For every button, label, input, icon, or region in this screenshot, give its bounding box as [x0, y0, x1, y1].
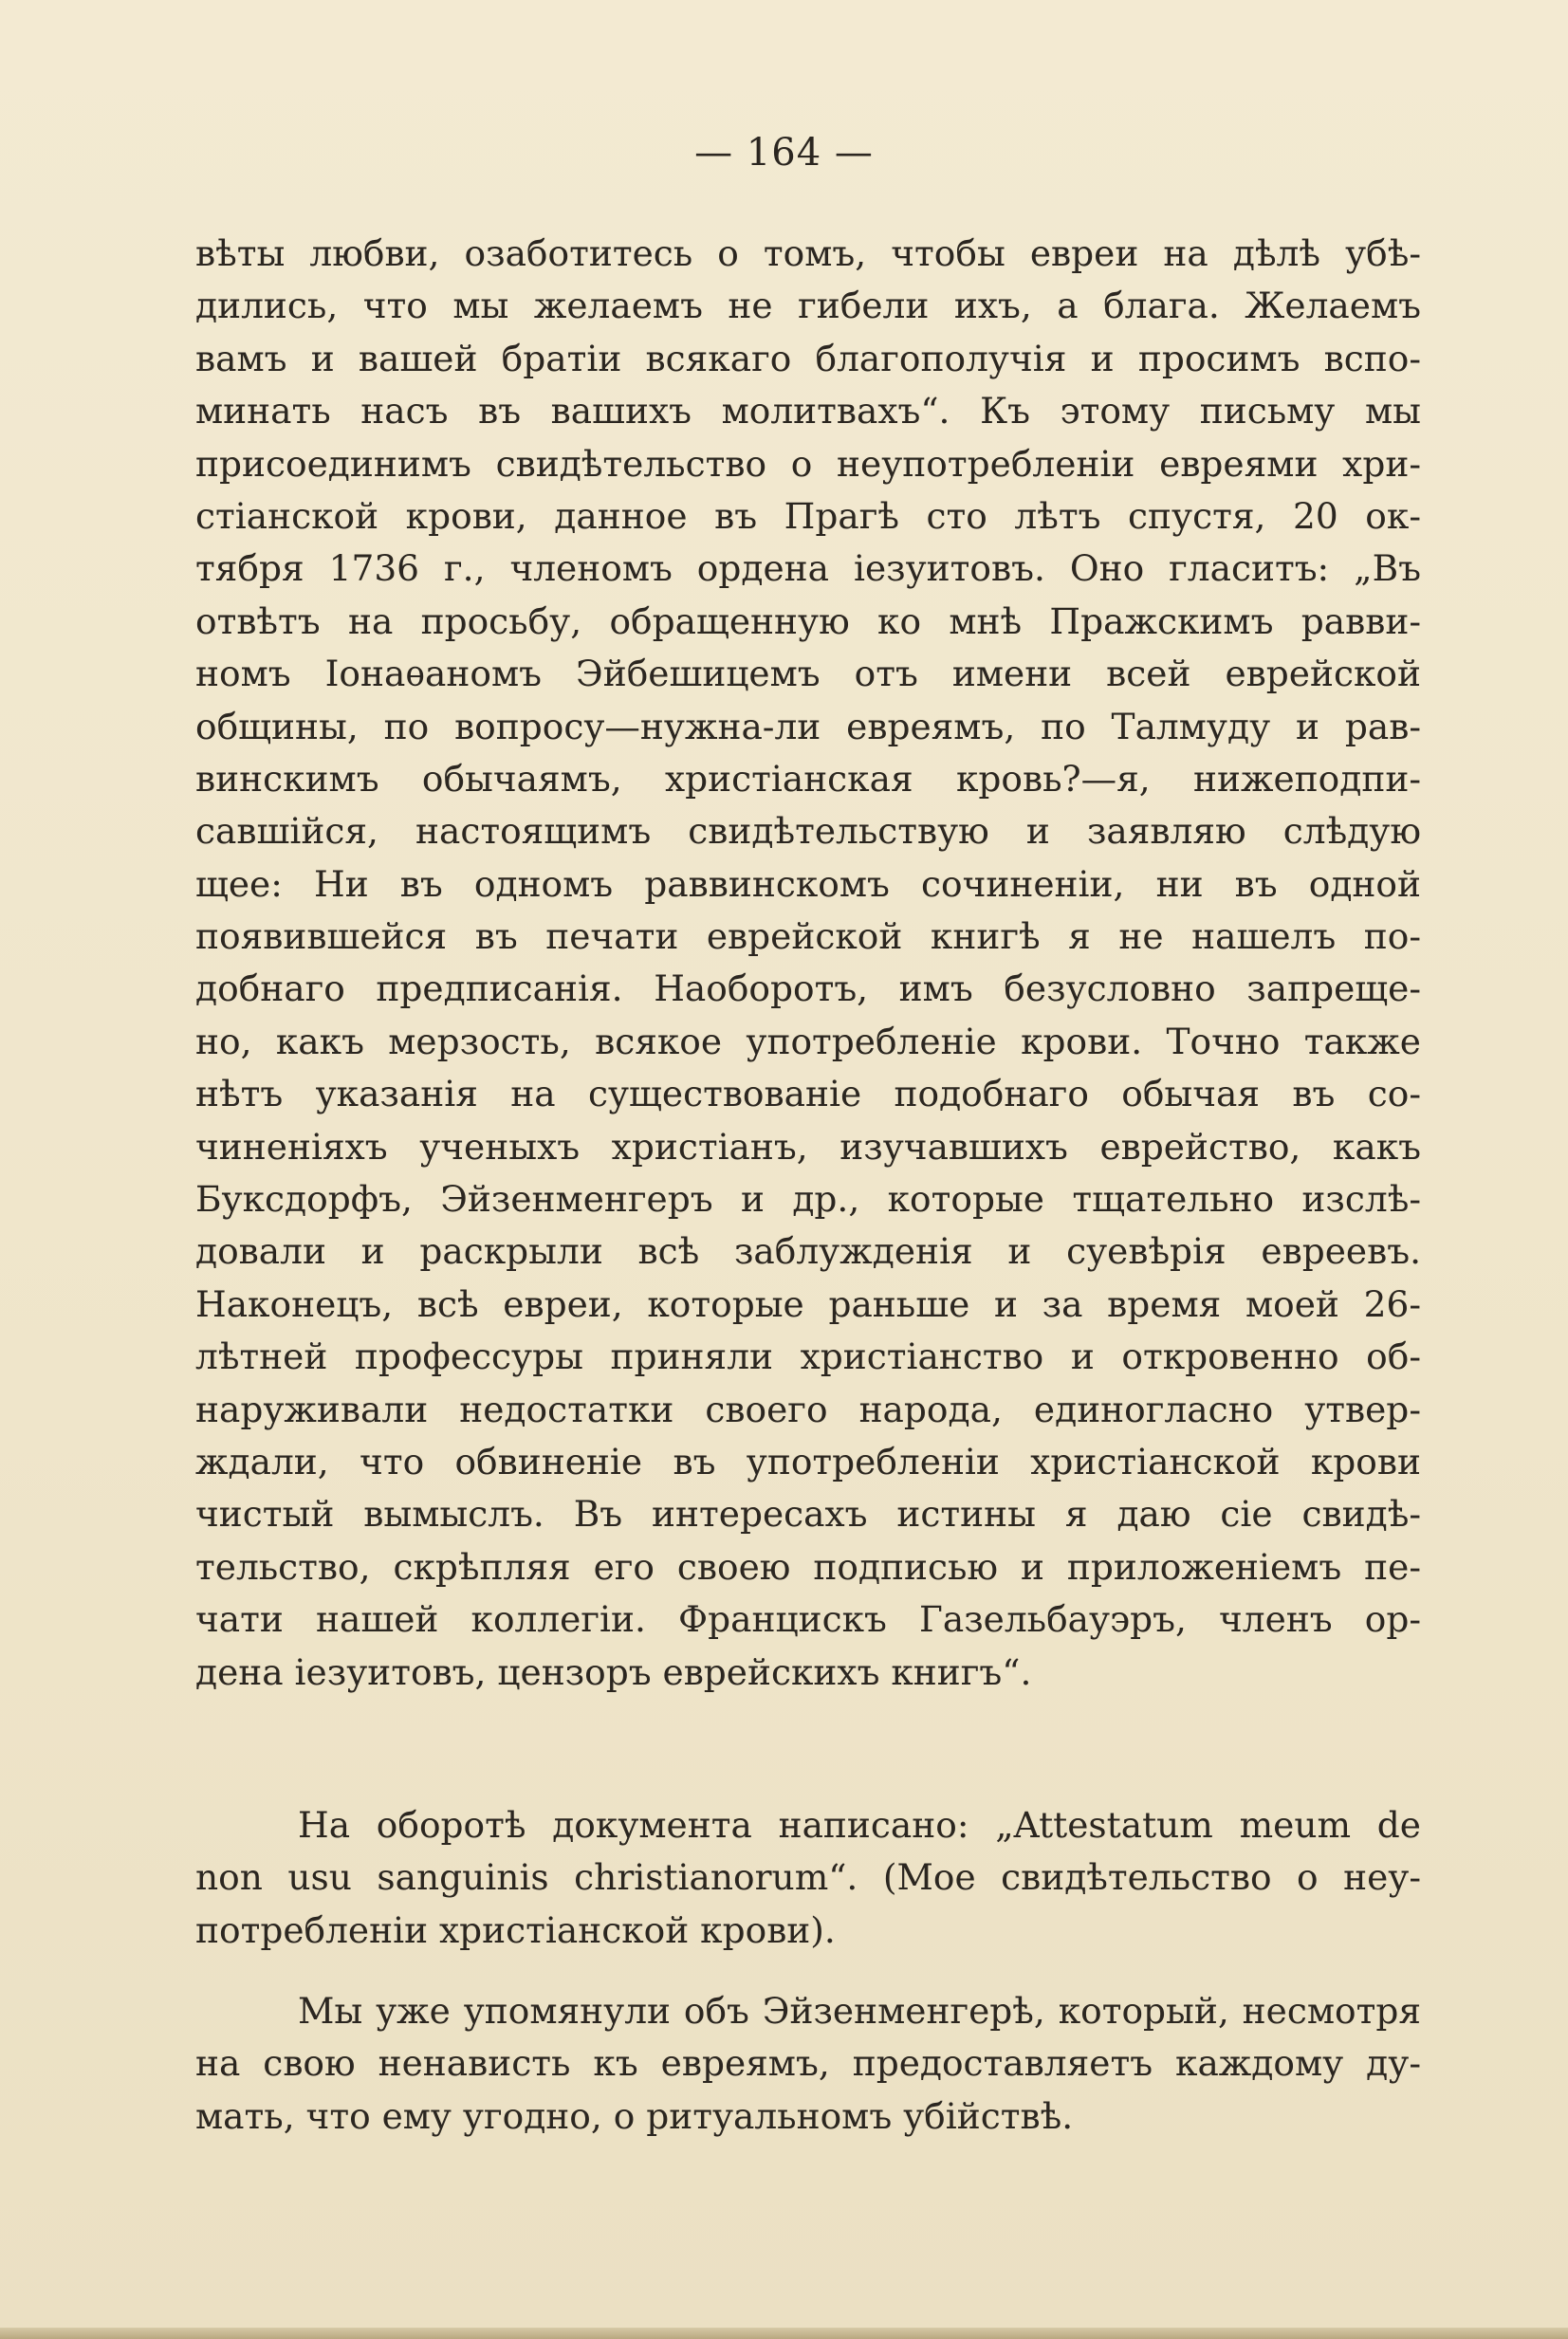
text-line: щее: Ни въ одномъ раввинскомъ сочиненіи, ни въ одной	[195, 862, 1421, 905]
text-line: но, какъ мерзость, всякое употребленіе крови. Точно также	[195, 1020, 1421, 1062]
text-line: чистый вымыслъ. Въ интересахъ истины я даю сіе свидѣ-	[195, 1493, 1421, 1536]
text-line: чати нашей коллегіи. Францискъ Газельбауэръ, членъ ор-	[195, 1598, 1421, 1641]
text-line: добнаго предписанія. Наоборотъ, имъ безусловно запреще-	[195, 967, 1421, 1010]
text-line: на свою ненависть къ евреямъ, предоставляетъ каждому ду-	[195, 2042, 1421, 2085]
text-line: вамъ и вашей братіи всякаго благополучія и просимъ вспо-	[195, 337, 1421, 379]
text-line: савшійся, настоящимъ свидѣтельствую и заявляю слѣдую	[195, 810, 1421, 853]
text-line: тельство, скрѣпляя его своею подписью и приложеніемъ пе-	[195, 1545, 1421, 1588]
text-line: появившейся въ печати еврейской книгѣ я не нашелъ по-	[195, 915, 1421, 958]
text-line: присоединимъ свидѣтельство о неупотребленіи евреями хри-	[195, 442, 1421, 485]
text-line: номъ Іонаѳаномъ Эйбешицемъ отъ имени всей еврейской	[195, 653, 1421, 695]
text-line: общины, по вопросу—нужна-ли евреямъ, по Талмуду и рав-	[195, 705, 1421, 747]
text-line: винскимъ обычаямъ, христіанская кровь?—я, нижеподпи-	[195, 757, 1421, 800]
paragraph-1	[195, 228, 1421, 1699]
text-line: минать насъ въ вашихъ молитвахъ“. Къ этому письму мы	[195, 390, 1421, 433]
text-line: потребленіи христіанской крови).	[195, 1908, 836, 1951]
paragraph-2	[195, 1799, 1421, 1957]
text-line: чиненіяхъ ученыхъ христіанъ, изучавшихъ еврейство, какъ	[195, 1125, 1421, 1168]
text-line: На оборотѣ документа написано: „Attestatum meum de	[298, 1804, 1421, 1846]
paragraph-3	[195, 1985, 1421, 2143]
text-line: дена іезуитовъ, цензоръ еврейскихъ книгъ“.	[195, 1650, 1032, 1693]
text-line: стіанской крови, данное въ Прагѣ сто лѣтъ спустя, 20 ок-	[195, 494, 1421, 537]
text-line: лѣтней профессуры приняли христіанство и откровенно об-	[195, 1335, 1421, 1378]
text-line: тября 1736 г., членомъ ордена іезуитовъ. Оно гласитъ: „Въ	[195, 547, 1421, 590]
page-number: — 164 —	[694, 131, 874, 175]
text-line: Буксдорфъ, Эйзенменгеръ и др., которые тщательно изслѣ-	[195, 1178, 1421, 1221]
text-line: вѣты любви, озаботитесь о томъ, чтобы евреи на дѣлѣ убѣ-	[195, 232, 1421, 274]
text-line: нѣтъ указанія на существованіе подобнаго обычая въ со-	[195, 1073, 1421, 1115]
text-line: мать, что ему угодно, о ритуальномъ убійствѣ.	[195, 2094, 1074, 2137]
text-line: ждали, что обвиненіе въ употребленіи христіанской крови	[195, 1440, 1421, 1483]
text-line: довали и раскрыли всѣ заблужденія и суевѣрія евреевъ.	[195, 1230, 1421, 1273]
text-line: Мы уже упомянули объ Эйзенменгерѣ, который, несмотря	[298, 1990, 1421, 2032]
text-line: отвѣтъ на просьбу, обращенную ко мнѣ Пражскимъ равви-	[195, 599, 1421, 642]
text-line: наруживали недостатки своего народа, единогласно утвер-	[195, 1388, 1421, 1430]
text-line: Наконецъ, всѣ евреи, которые раньше и за время моей 26-	[195, 1282, 1421, 1325]
page-bottom-edge	[0, 2328, 1568, 2339]
text-line: дились, что мы желаемъ не гибели ихъ, а блага. Желаемъ	[195, 285, 1421, 327]
text-line: non usu sanguinis christianorum“. (Мое свидѣтельство о неу-	[195, 1856, 1421, 1899]
